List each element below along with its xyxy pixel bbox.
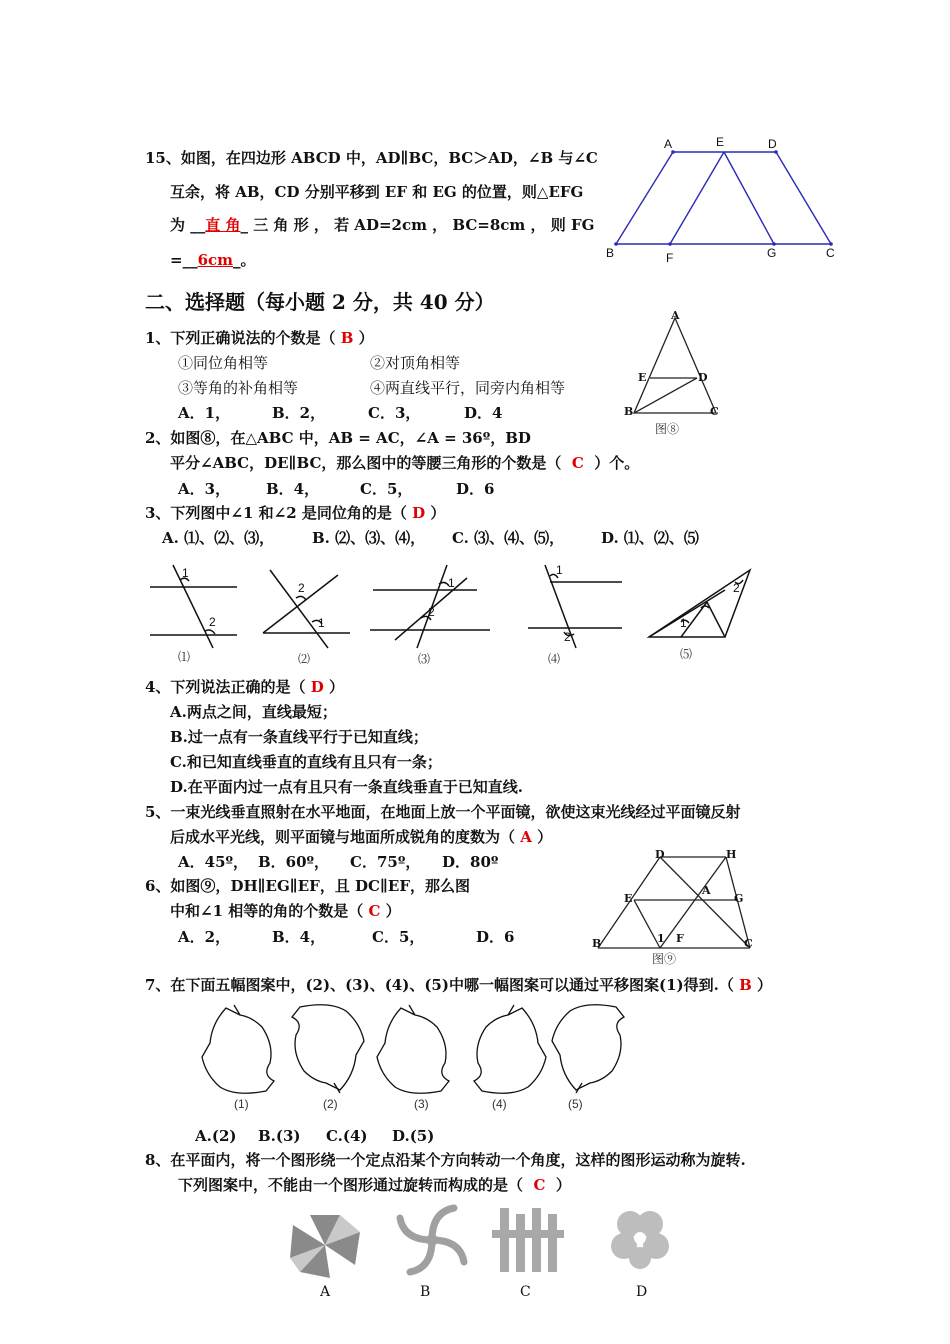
q3-stem: 3、下列图中∠1 和∠2 是同位角的是（ D ） [145,504,446,522]
segment-ef [670,152,724,244]
q4-option-c: C.和已知直线垂直的直线有且只有一条； [170,753,442,771]
q6-option-b: B．4， [272,928,326,946]
q15-line3 [170,215,594,235]
q7-option-d: D.(5) [392,1127,435,1145]
q3-fig3-angle1: 1 [448,576,455,590]
q1-statement-2: ②对顶角相等 [370,354,461,372]
q3-option-d: D. ⑴、⑵、⑸ [601,529,699,547]
q8-caption-c: C [520,1284,531,1300]
fig9-label-g: G [734,892,744,905]
q3-fig2-angle1: 1 [318,616,325,630]
q2-option-d: D．6 [456,480,495,498]
q8-pattern-d [600,1200,680,1280]
q7-fig3-caption: (3) [414,1097,429,1111]
q2-option-a: A．3， [178,480,231,498]
fig8-triangle [620,310,730,420]
q8-line1: 8、在平面内，将一个图形绕一个定点沿某个方向转动一个角度，这样的图形运动称为旋转. [145,1151,746,1169]
fig9-caption: 图⑨ [652,952,677,966]
q7-option-c: C.(4) [326,1127,368,1145]
q5-option-b: B．60º， [258,853,330,871]
q3-fig4-angle1: 1 [556,563,563,577]
q15-trapezoid-figure [600,135,845,265]
label-e: E [716,135,725,149]
q7-leaf-1 [200,1005,280,1100]
label-c: C [826,246,835,260]
q3-figure-2 [258,560,358,650]
q1-stem: 1、下列正确说法的个数是（ B ） [145,329,374,347]
fig9-label-b: B [592,937,602,950]
q7-leaf-3 [375,1005,455,1100]
q3-option-c: C. ⑶、⑷、⑸， [452,529,565,547]
q5-line1: 5、一束光线垂直照射在水平地面，在地面上放一个平面镜，欲使这束光线经过平面镜反射 [145,803,741,821]
q15-line4-post: _。 [233,251,256,269]
q7-fig2-caption: (2) [323,1097,338,1111]
q1-statement-3: ③等角的补角相等 [178,379,299,397]
segment-dc [776,152,831,244]
q7-option-b: B.(3) [258,1127,301,1145]
q3-fig4-caption: ⑷ [548,652,561,666]
q8-answer: C [533,1176,546,1194]
q8-pattern-a [285,1210,365,1280]
fig9-label-f: F [676,932,684,945]
q3-answer: D [412,504,426,522]
q2-answer: C [571,454,584,472]
q15-line3-post: _ 三 角 形 ， 若 AD=2cm ， BC=8cm ， 则 FG [240,216,595,234]
label-g: G [767,246,777,260]
label-d: D [768,137,777,151]
q5-answer: A [520,828,532,846]
q2-option-c: C．5， [360,480,413,498]
q3-fig5-caption: ⑸ [680,647,693,661]
fig8-label-c: C [710,405,719,418]
q15-answer-1: 直 角 [205,216,241,234]
fig9-label-d: D [655,848,665,861]
q6-answer: C [368,902,381,920]
q6-option-c: C．5， [372,928,425,946]
q1-option-a: A．1， [178,404,231,422]
q7-fig4-caption: (4) [492,1097,507,1111]
fig8-label-e: E [638,371,647,384]
q2-line1: 2、如图⑧，在△ABC 中，AB = AC，∠A = 36º，BD [145,429,531,447]
q5-option-a: A．45º， [178,853,249,871]
q7-leaf-4 [468,1005,548,1100]
fig9-label-c: C [744,937,753,950]
q7-stem: 7、在下面五幅图案中，(2)、(3)、(4)、(5)中哪一幅图案可以通过平移图案(1)得到.（ B ） [145,976,772,994]
segment-ab [616,152,673,244]
q8-caption-a: A [320,1284,331,1300]
q3-option-a: A. ⑴、⑵、⑶， [162,529,275,547]
q3-fig4-angle2: 2 [564,630,571,644]
q15-line4 [170,250,256,270]
q3-option-b: B. ⑵、⑶、⑷， [312,529,426,547]
q15-answer-2: 6cm [197,251,234,269]
q7-option-a: A.(2) [195,1127,237,1145]
fig9-label-angle1: 1 [657,932,665,945]
q15-line4-pre: =__ [170,251,198,269]
q1-statement-4: ④两直线平行，同旁内角相等 [370,379,566,397]
q3-fig3-caption: ⑶ [418,652,431,666]
q7-answer: B [739,976,752,994]
fig8-label-a: A [671,309,680,322]
q5-option-d: D．80º [442,853,499,871]
q15-line3-pre: 为 __ [170,216,206,234]
q2-line2: 平分∠ABC，DE∥BC，那么图中的等腰三角形的个数是（ C ）个。 [170,454,640,472]
q7-leaf-5 [550,998,630,1093]
segment-eg [724,152,774,244]
label-a: A [664,137,673,151]
q4-option-d: D.在平面内过一点有且只有一条直线垂直于已知直线. [170,778,523,796]
fig8-caption: 图⑧ [655,422,680,436]
q8-line2: 下列图案中，不能由一个图形通过旋转而构成的是（ C ） [178,1176,571,1194]
q15-line2: 互余，将 AB，CD 分别平移到 EF 和 EG 的位置，则△EFG [170,183,584,201]
q1-option-c: C．3， [368,404,421,422]
q3-fig1-caption: ⑴ [178,650,191,664]
q4-option-b: B.过一点有一条直线平行于已知直线； [170,728,428,746]
label-f: F [666,251,674,265]
q6-line1: 6、如图⑨，DH∥EG∥EF，且 DC∥EF，那么图 [145,877,471,895]
q5-line2: 后成水平光线，则平面镜与地面所成锐角的度数为（ A ） [170,828,553,846]
section-title: 二、选择题（每小题 2 分，共 40 分） [145,290,495,314]
q4-answer: D [310,678,324,696]
q1-option-d: D．4 [464,404,503,422]
q7-fig1-caption: (1) [234,1097,249,1111]
q6-option-a: A．2， [178,928,231,946]
q3-fig5-angle2: 2 [733,581,740,595]
q3-fig2-caption: ⑵ [298,652,311,666]
q3-figure-1 [145,560,245,650]
q5-option-c: C．75º， [350,853,421,871]
q1-answer: B [340,329,354,347]
fig8-label-d: D [698,371,708,384]
label-b: B [606,246,615,260]
q8-pattern-c [488,1200,568,1280]
q2-option-b: B．4， [266,480,320,498]
fig9-label-a: A [702,884,711,897]
q7-leaf-2 [286,998,366,1093]
q7-fig5-caption: (5) [568,1097,583,1111]
q6-option-d: D．6 [476,928,515,946]
q15-line1: 15、如图，在四边形 ABCD 中，AD∥BC，BC＞AD，∠B 与∠C [145,149,598,167]
q3-fig1-angle1: 1 [182,566,189,580]
q3-figure-4 [520,560,630,650]
q3-fig2-angle2: 2 [298,581,305,595]
q8-pattern-b [392,1200,472,1280]
q4-stem: 4、下列说法正确的是（ D ） [145,678,344,696]
q3-fig1-angle2: 2 [209,615,216,629]
q1-option-b: B．2， [272,404,326,422]
q8-caption-b: B [420,1284,431,1300]
q3-fig3-angle2: 2 [428,605,435,619]
q3-figure-5 [645,560,760,645]
fig9-label-h: H [726,848,737,861]
q1-statement-1: ①同位角相等 [178,354,269,372]
q4-option-a: A.两点之间，直线最短； [170,703,337,721]
fig8-label-b: B [624,405,634,418]
fig9-label-e: E [624,892,633,905]
q6-line2: 中和∠1 相等的角的个数是（ C ） [170,902,401,920]
q8-caption-d: D [636,1284,648,1300]
q3-fig5-angle1: 1 [680,616,687,630]
